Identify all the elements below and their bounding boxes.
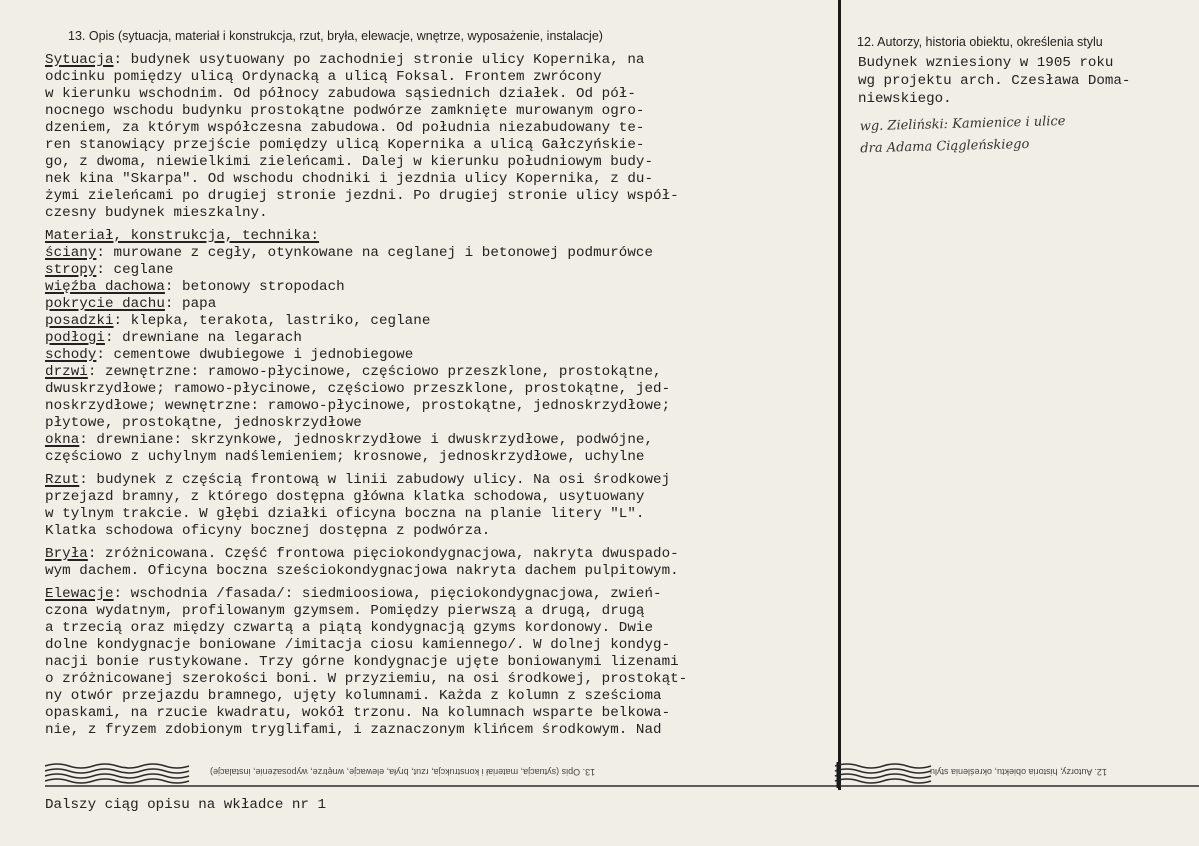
text-line: płytowe, prostokątne, jednoskrzydłowe [45, 415, 362, 431]
material-item: posadzki: klepka, terakota, lastriko, ceglane [45, 313, 431, 329]
sytuacja-label: Sytuacja [45, 52, 114, 68]
material-heading: Materiał, konstrukcja, technika: [45, 228, 320, 244]
text-line: wg projektu arch. Czesława Doma- [858, 73, 1131, 89]
text-line: dwuskrzydłowe; ramowo-płycinowe, częściowo przeszklone, prostokątne, jed- [45, 381, 671, 397]
text-line: nie, z fryzem zdobionym tryglifami, i zaznaczonym klińcem środkowym. Nad [45, 722, 662, 738]
material-item: podłogi: drewniane na legarach [45, 330, 302, 346]
mirrored-header-right: 12. Autorzy, historia obiektu, określenia stylu [930, 767, 1107, 777]
text-line: w tylnym trakcie. W głębi działki oficyna boczna na planie litery "L". [45, 506, 645, 522]
text-line: nek kina "Skarpa". Od wschodu chodniki i jezdnia ulicy Kopernika, z du- [45, 171, 654, 187]
column-divider [838, 0, 841, 790]
authors-body [858, 54, 1188, 108]
text-line: go, z dwoma, niewielkimi zieleńcami. Dalej w kierunku południowym budy- [45, 154, 654, 170]
rzut-first-line: Rzut: budynek z częścią frontową w linii zabudowy ulicy. Na osi środkowej [45, 472, 671, 488]
text-line: Budynek wzniesiony w 1905 roku [858, 55, 1114, 71]
mirrored-header-left: 13. Opis (sytuacja, materiał i konstrukcja, rzut, bryła, elewacje, wnętrze, wyposażenie, instalacje) [210, 767, 596, 777]
material-item: drzwi: zewnętrzne: ramowo-płycinowe, częściowo przeszklone, prostokątne, [45, 364, 662, 380]
text-line: wym dachem. Oficyna boczna sześciokondygnacjowa nakryta dachem pulpitowym. [45, 563, 679, 579]
text-line: ren stanowiący przejście pomiędzy ulicą Kopernika a ulicą Gałczyńskie- [45, 137, 645, 153]
handwritten-note [859, 108, 1190, 161]
text-line: nacji bonie rustykowane. Trzy górne kondygnacje ujęte boniowanymi lizenami [45, 654, 679, 670]
text-line: o zróżnicowanej szerokości boni. W przyziemiu, na osi środkowej, prostokąt- [45, 671, 688, 687]
text-line: opaskami, na rzucie kwadratu, wokół trzonu. Na kolumnach wsparte belkowa- [45, 705, 671, 721]
material-item: pokrycie dachu: papa [45, 296, 217, 312]
description-body [45, 52, 835, 739]
text-line: ny otwór przejazdu bramnego, ujęty kolumnami. Każda z kolumn z sześcioma [45, 688, 662, 704]
handwritten-line: dra Adama Ciągleńskiego [860, 136, 1030, 157]
text-line: częściowo z uchylnym nadślemieniem; krosnowe, jednoskrzydłowe, uchylne [45, 449, 645, 465]
elewacje-label: Elewacje [45, 586, 114, 602]
bryla-first-line: Bryła: zróżnicowana. Część frontowa pięciokondygnacjowa, nakryta dwuspado- [45, 546, 679, 562]
material-item: ściany: murowane z cegły, otynkowane na ceglanej i betonowej podmurówce [45, 245, 654, 261]
text-line: odcinku pomiędzy ulicą Ordynacką a ulicą Foksal. Frontem zwrócony [45, 69, 602, 85]
text-line: Klatka schodowa oficyny bocznej dostępna z podwórza. [45, 523, 491, 539]
text-line: niewskiego. [858, 91, 952, 107]
rzut-label: Rzut [45, 472, 80, 488]
handwritten-line: wg. Zieliński: Kamienice i ulice [859, 113, 1066, 135]
text-line: dzeniem, za którym współczesna zabudowa. Od południa niezabudowany te- [45, 120, 645, 136]
continuation-note: Dalszy ciąg opisu na wkładce nr 1 [45, 797, 326, 813]
material-item: schody: cementowe dwubiegowe i jednobiegowe [45, 347, 414, 363]
text-line: czona wydatnym, profilowanym gzymsem. Pomiędzy pierwszą a drugą, drugą [45, 603, 645, 619]
text-line: nocnego wschodu budynku prostokątne podwórze zamknięte murowanym ogro- [45, 103, 645, 119]
section-13-header: 13. Opis (sytuacja, materiał i konstrukcja, rzut, bryła, elewacje, wnętrze, wyposażenie, instalacje) [68, 29, 603, 43]
bryla-label: Bryła [45, 546, 88, 562]
section-12-header: 12. Autorzy, historia obiektu, określenia stylu [857, 35, 1103, 49]
text-line: żymi zieleńcami po drugiej stronie jezdni. Po drugiej stronie ulicy współ- [45, 188, 679, 204]
elewacje-first-line: Elewacje: wschodnia /fasada/: siedmioosiowa, pięciokondygnacjowa, zwień- [45, 586, 662, 602]
material-item: okna: drewniane: skrzynkowe, jednoskrzydłowe i dwuskrzydłowe, podwójne, [45, 432, 654, 448]
material-item: więźba dachowa: betonowy stropodach [45, 279, 345, 295]
text-line: a trzecią oraz między czwartą a piątą kondygnacją gzyms kordonowy. Dwie [45, 620, 654, 636]
text-line: noskrzydłowe; wewnętrzne: ramowo-płycinowe, prostokątne, jednoskrzydłowe; [45, 398, 671, 414]
text-line: dolne kondygnacje boniowane /imitacja ciosu kamiennego/. W dolnej kondyg- [45, 637, 671, 653]
material-item: stropy: ceglane [45, 262, 174, 278]
text-line: w kierunku wschodnim. Od północy zabudowa sąsiednich działek. Od pół- [45, 86, 636, 102]
text-line: przejazd bramny, z którego dostępna główna klatka schodowa, usytuowany [45, 489, 645, 505]
sytuacja-first-line: Sytuacja: budynek usytuowany po zachodniej stronie ulicy Kopernika, na [45, 52, 645, 68]
text-line: czesny budynek mieszkalny. [45, 205, 268, 221]
